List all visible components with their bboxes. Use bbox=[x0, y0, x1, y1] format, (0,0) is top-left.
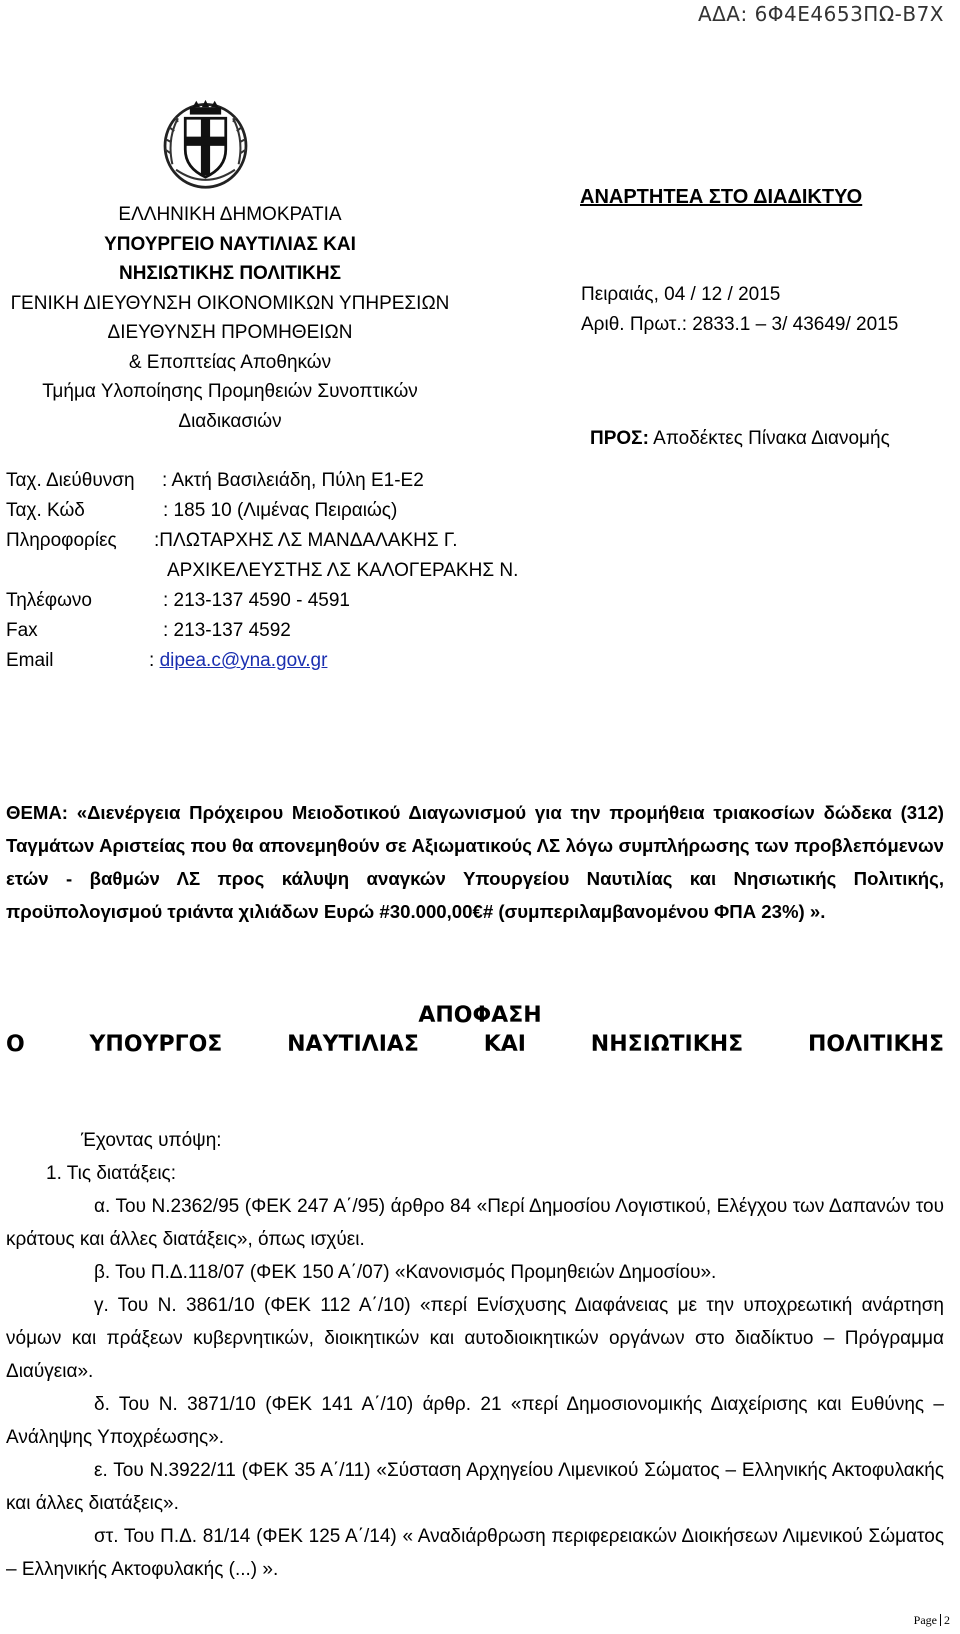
provision-e: ε. Του Ν.3922/11 (ΦΕΚ 35 Α΄/11) «Σύσταση Αρχηγείου Λιμενικού Σώματος – Ελληνικής Ακτοφυλακής και άλλες διατάξεις». bbox=[6, 1460, 944, 1514]
minister-word: ΚΑΙ bbox=[483, 1032, 526, 1057]
phone-label: Τηλέφωνο bbox=[6, 590, 92, 611]
ada-code: ΑΔΑ: 6Φ4Ε4653ΠΩ-Β7Χ bbox=[697, 2, 944, 26]
postcode-value: : 185 10 (Λιμένας Πειραιώς) bbox=[163, 500, 398, 521]
provision-f: στ. Του Π.Δ. 81/14 (ΦΕΚ 125 Α΄/14) « Αναδιάρθρωση περιφερειακών Διοικήσεων Λιμενικού Σώματος – Ελληνικής Ακτοφυλακής (...) ». bbox=[6, 1526, 944, 1580]
info-label: Πληροφορίες bbox=[6, 530, 117, 551]
header-line: ΓΕΝΙΚΗ ΔΙΕΥΘΥΝΣΗ ΟΙΚΟΝΟΜΙΚΩΝ ΥΠΗΡΕΣΙΩΝ bbox=[10, 292, 450, 314]
fax-value: : 213-137 4592 bbox=[163, 620, 291, 641]
phone-value: : 213-137 4590 - 4591 bbox=[163, 590, 350, 611]
info-value-2: ΑΡΧΙΚΕΛΕΥΣΤΗΣ ΛΣ ΚΑΛΟΓΕΡΑΚΗΣ Ν. bbox=[167, 560, 519, 581]
to-label: ΠΡΟΣ: bbox=[590, 428, 649, 449]
provision-a: α. Του Ν.2362/95 (ΦΕΚ 247 Α΄/95) άρθρο 84 «Περί Δημοσίου Λογιστικού, Ελέγχου των Δαπανών του κράτους και άλλες διατάξεις», όπως ισχύει. bbox=[6, 1196, 944, 1250]
decision-title: ΑΠΟΦΑΣΗ bbox=[418, 1003, 542, 1028]
minister-word: Ο bbox=[6, 1032, 25, 1057]
email-colon: : bbox=[149, 650, 160, 671]
address-value: : Ακτή Βασιλειάδη, Πύλη Ε1-Ε2 bbox=[162, 470, 424, 491]
provision-c: γ. Του Ν. 3861/10 (ΦΕΚ 112 Α΄/10) «περί Ενίσχυσης Διαφάνειας με την υποχρεωτική ανάρτηση νόμων και πράξεων κυβερνητικών, διοικητικών και αυτοδιοικητικών οργάνων στο διαδίκτυο – Πρόγραμμα Διαύγεια». bbox=[6, 1295, 944, 1382]
provision-d: δ. Του Ν. 3871/10 (ΦΕΚ 141 Α΄/10) άρθρ. 21 «περί Δημοσιονομικής Διαχείρισης και Ευθύνης – Ανάληψης Υποχρέωσης». bbox=[6, 1394, 944, 1448]
to-value: Αποδέκτες Πίνακα Διανομής bbox=[653, 428, 890, 449]
separator bbox=[940, 1614, 941, 1626]
header-line: & Εποπτείας Αποθηκών bbox=[128, 351, 332, 373]
email-label: Email bbox=[6, 650, 54, 671]
greek-coat-of-arms-icon bbox=[158, 98, 253, 190]
address-label: Ταχ. Διεύθυνση bbox=[6, 470, 135, 491]
protocol-number: Αριθ. Πρωτ.: 2833.1 – 3/ 43649/ 2015 bbox=[581, 314, 899, 335]
page-number: 2 bbox=[944, 1613, 950, 1627]
minister-word: ΝΑΥΤΙΛΙΑΣ bbox=[287, 1032, 419, 1057]
header-line: ΔΙΕΥΘΥΝΣΗ ΠΡΟΜΗΘΕΙΩΝ bbox=[107, 322, 353, 343]
header-line: ΕΛΛΗΝΙΚΗ ΔΗΜΟΚΡΑΤΙΑ bbox=[118, 204, 342, 225]
subject-paragraph: ΘΕΜΑ: «Διενέργεια Πρόχειρου Μειοδοτικού Διαγωνισμού για την προμήθεια τριακοσίων δώδεκα (312) Ταγμάτων Αριστείας που θα απονεμηθούν σε Αξιωματικούς ΛΣ λόγω συμπλήρωσης των προβλεπόμενων ετών - βαθμών ΛΣ προς κάλυψη αναγκών Υπουργείου Ναυτιλίας και Νησιωτικής Πολιτικής, προϋπολογισμού τριάντα χιλιάδων Ευρώ #30.000,00€# (συμπεριλαμβανομένου ΦΠΑ 23%) ». bbox=[6, 802, 944, 922]
place-date: Πειραιάς, 04 / 12 / 2015 bbox=[581, 284, 781, 305]
header-line: ΥΠΟΥΡΓΕΙΟ ΝΑΥΤΙΛΙΑΣ ΚΑΙ bbox=[104, 233, 356, 255]
email-value-wrap bbox=[149, 650, 327, 672]
email-link[interactable]: dipea.c@yna.gov.gr bbox=[159, 650, 328, 671]
postcode-label: Ταχ. Κώδ bbox=[6, 500, 85, 521]
header-line: Διαδικασιών bbox=[178, 410, 282, 432]
header-line: ΝΗΣΙΩΤΙΚΗΣ ΠΟΛΙΤΙΚΗΣ bbox=[118, 263, 342, 284]
minister-title bbox=[6, 1032, 944, 1057]
date-protocol-block bbox=[581, 280, 898, 340]
list-item-1: 1. Τις διατάξεις: bbox=[46, 1163, 176, 1184]
online-notice-text: ΑΝΑΡΤΗΤΕΑ ΣΤΟ ΔΙΑΔΙΚΤΥΟ bbox=[580, 186, 863, 208]
provision-b: β. Του Π.Δ.118/07 (ΦΕΚ 150 Α΄/07) «Κανονισμός Προμηθειών Δημοσίου». bbox=[94, 1262, 717, 1283]
fax-label: Fax bbox=[6, 620, 38, 641]
page-footer bbox=[914, 1613, 950, 1628]
header-line: Τμήμα Υλοποίησης Προμηθειών Συνοπτικών bbox=[42, 381, 418, 402]
minister-word: ΝΗΣΙΩΤΙΚΗΣ bbox=[590, 1032, 744, 1057]
issuer-header bbox=[0, 200, 460, 436]
minister-word: ΥΠΟΥΡΓΟΣ bbox=[89, 1032, 223, 1057]
online-notice bbox=[580, 186, 862, 209]
minister-word: ΠΟΛΙΤΙΚΗΣ bbox=[807, 1032, 944, 1057]
info-value: :ΠΛΩΤΑΡΧΗΣ ΛΣ ΜΑΝΔΑΛΑΚΗΣ Γ. bbox=[154, 530, 458, 551]
recipients bbox=[590, 428, 890, 450]
having-regard: Έχοντας υπόψη: bbox=[81, 1130, 222, 1151]
page-label: Page bbox=[913, 1613, 937, 1627]
decision-body bbox=[6, 1124, 944, 1586]
